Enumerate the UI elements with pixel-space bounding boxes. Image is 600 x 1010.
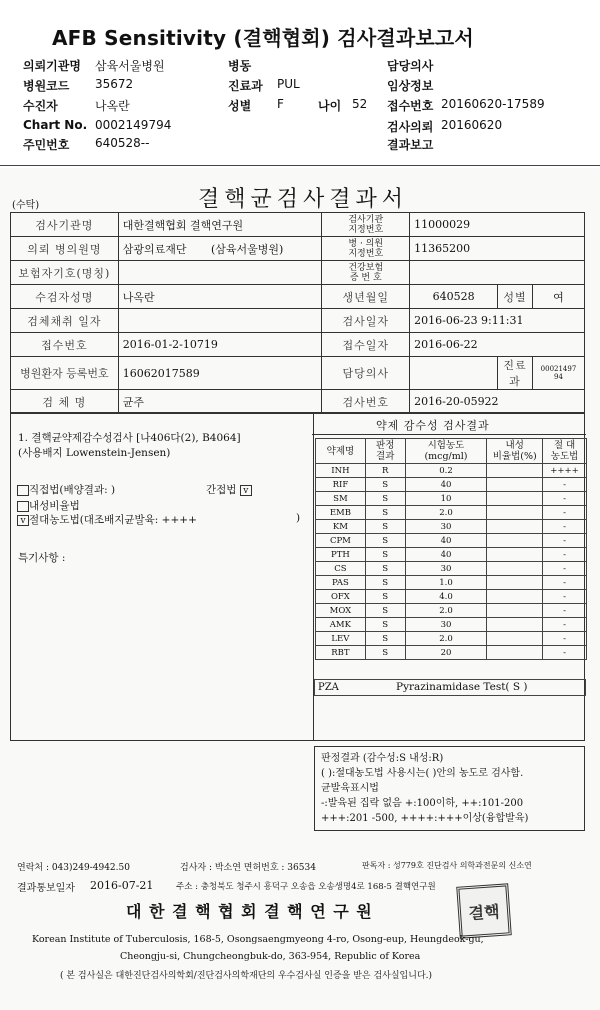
- requester-code-label: 병 · 의원 지정번호: [322, 237, 410, 261]
- judgement-legend: [314, 746, 585, 831]
- absolute-method: [17, 512, 197, 527]
- drug-ratio: [487, 576, 543, 590]
- pza-value: Pyrazinamidase Test( S ): [396, 681, 528, 693]
- drug-name: LEV: [316, 632, 366, 646]
- requester-code-value: 11365200: [410, 237, 585, 261]
- lab-code-label: 검사기관 지정번호: [322, 213, 410, 237]
- accession-label: 접수번호: [387, 99, 434, 113]
- accept-date-value: 2016-06-22: [410, 333, 585, 357]
- report-date: 2016-07-21: [90, 879, 154, 892]
- drug-ratio: [487, 464, 543, 478]
- resident-no-label: 주민번호: [23, 138, 70, 152]
- drug-header-name: 약제명: [316, 439, 366, 464]
- test-no-label: 검사번호: [322, 390, 410, 414]
- header-divider: [0, 165, 600, 166]
- specimen-label: 검 체 명: [11, 390, 119, 414]
- report-title: AFB Sensitivity (결핵협회) 검사결과보고서: [52, 26, 474, 50]
- drug-header-row: [316, 439, 587, 464]
- drug-result: S: [365, 534, 405, 548]
- drug-result: S: [365, 576, 405, 590]
- drug-conc: 2.0: [405, 506, 487, 520]
- test-date-label: 검사일자: [322, 309, 410, 333]
- pza-label: PZA: [318, 682, 339, 693]
- direct-method-label: 직접법(배양결과: ): [29, 484, 116, 496]
- accept-date-label: 접수일자: [322, 333, 410, 357]
- drug-absolute: -: [543, 576, 587, 590]
- drug-conc: 2.0: [405, 632, 487, 646]
- requester-label: 의뢰 병의원명: [11, 237, 119, 261]
- examinee-label: 수검자성명: [11, 285, 119, 309]
- ratio-method-label: 내성비율법: [29, 500, 80, 512]
- lab-label: 검사기관명: [11, 213, 119, 237]
- drug-name: RBT: [316, 646, 366, 660]
- drug-absolute: -: [543, 562, 587, 576]
- judge-line-3: 균발육표시법: [321, 783, 379, 794]
- report-header: [0, 0, 600, 168]
- drug-result: S: [365, 618, 405, 632]
- direct-method: [17, 482, 115, 497]
- org-name: 대 한 결 핵 협 회 결 핵 연 구 원: [126, 902, 373, 921]
- drug-row: [316, 562, 587, 576]
- indirect-method-label: 간접법: [206, 484, 237, 496]
- scan-dept-value: 00021497 94: [532, 357, 584, 390]
- method-line-2: (사용배지 Lowenstein-Jensen): [18, 447, 171, 459]
- drug-row: [316, 464, 587, 478]
- drug-ratio: [487, 548, 543, 562]
- insurer-value: [118, 261, 322, 285]
- drug-row: [316, 604, 587, 618]
- accept-no-value: 2016-01-2-10719: [118, 333, 322, 357]
- test-no-value: 2016-20-05922: [410, 390, 585, 414]
- drug-name: CS: [316, 562, 366, 576]
- scan-dept-label: 진료과: [498, 357, 533, 390]
- indirect-checkbox: v: [240, 485, 252, 496]
- request-date-value: 20160620: [441, 118, 503, 132]
- scan-doctor-label: 담당의사: [322, 357, 410, 390]
- drug-conc: 40: [405, 548, 487, 562]
- drug-ratio: [487, 534, 543, 548]
- drug-conc: 30: [405, 562, 487, 576]
- ward-label: 병동: [228, 59, 252, 73]
- drug-result: S: [365, 506, 405, 520]
- drug-absolute: -: [543, 590, 587, 604]
- lab-value: 대한결핵협회 결핵연구원: [118, 213, 322, 237]
- test-date-value: 2016-06-23 9:11:31: [410, 309, 585, 333]
- requester-value: 삼광의료재단: [122, 242, 187, 256]
- drug-name: AMK: [316, 618, 366, 632]
- drug-ratio: [487, 604, 543, 618]
- report-date-label: 결과통보일자: [17, 883, 75, 894]
- drug-name: KM: [316, 520, 366, 534]
- drug-row: [316, 590, 587, 604]
- drug-header-absolute: 절 대 농도법: [543, 439, 587, 464]
- drug-conc: 40: [405, 478, 487, 492]
- drug-result: S: [365, 646, 405, 660]
- patient-info-table: [10, 212, 585, 414]
- address-en-2: Cheongju-si, Chungcheongbuk-do, 363-954, Republic of Korea: [120, 951, 421, 962]
- drug-ratio: [487, 646, 543, 660]
- drug-ratio: [487, 562, 543, 576]
- drug-conc: 4.0: [405, 590, 487, 604]
- drug-row: [316, 548, 587, 562]
- drug-name: EMB: [316, 506, 366, 520]
- accession-value: 20160620-17589: [441, 97, 545, 111]
- drug-row: [316, 492, 587, 506]
- dept-label: 진료과: [228, 79, 263, 93]
- drug-ratio: [487, 506, 543, 520]
- drug-table-title: 약제 감수성 검사결과: [376, 419, 490, 432]
- patient-value: 나옥란: [95, 99, 130, 113]
- dob-value: 640528: [410, 285, 498, 309]
- drug-name: OFX: [316, 590, 366, 604]
- drug-ratio: [487, 632, 543, 646]
- insurer-label: 보험자기호(명칭): [11, 261, 119, 285]
- drug-ratio: [487, 618, 543, 632]
- drug-conc: 2.0: [405, 604, 487, 618]
- contact: 연락처 : 043)249-4942.50: [17, 863, 130, 873]
- drug-row: [316, 506, 587, 520]
- scan-doctor-value: [410, 357, 498, 390]
- method-line-1: 1. 결핵균약제감수성검사 [나406다(2), B4064]: [18, 432, 241, 444]
- drug-name: PAS: [316, 576, 366, 590]
- drug-ratio: [487, 590, 543, 604]
- scan-sex-label: 성별: [498, 285, 533, 309]
- org-seal: [456, 883, 512, 939]
- age-value: 52: [352, 97, 368, 111]
- sex-label: 성별: [228, 99, 252, 113]
- drug-absolute: -: [543, 520, 587, 534]
- sex-value: F: [277, 97, 284, 111]
- drug-absolute: -: [543, 534, 587, 548]
- drug-header-conc: 시험농도 (mcg/ml): [405, 439, 487, 464]
- chart-no-label: Chart No.: [23, 118, 88, 132]
- judge-line-2: ( ):절대농도법 사용시는( )안의 농도로 검사함.: [321, 768, 524, 779]
- doctor-label: 담당의사: [387, 59, 434, 73]
- drug-absolute: -: [543, 492, 587, 506]
- judge-line-4: -:발육된 집락 없음 +:100이하, ++:101-200: [321, 798, 524, 809]
- age-label: 나이: [318, 99, 342, 113]
- accept-no-label: 접수번호: [11, 333, 119, 357]
- drug-name: RIF: [316, 478, 366, 492]
- resident-no-value: 640528--: [95, 136, 150, 150]
- drug-result: S: [365, 604, 405, 618]
- certification: ( 본 검사실은 대한진단검사의학회/진단검사의학재단의 우수검사실 인증을 받은 검사실입니다.): [60, 971, 433, 981]
- drug-header-result: 판정 결과: [365, 439, 405, 464]
- dept-value: PUL: [277, 77, 300, 91]
- drug-result: S: [365, 478, 405, 492]
- scan-sex-value: 여: [532, 285, 584, 309]
- drug-conc: 30: [405, 520, 487, 534]
- drug-name: MOX: [316, 604, 366, 618]
- drug-absolute: -: [543, 548, 587, 562]
- indirect-method: [206, 482, 252, 497]
- drug-row: [316, 646, 587, 660]
- registration-value: 16062017589: [118, 357, 322, 390]
- drug-row: [316, 534, 587, 548]
- drug-conc: 0.2: [405, 464, 487, 478]
- absolute-checkbox: v: [17, 515, 29, 526]
- drug-ratio: [487, 478, 543, 492]
- drug-name: INH: [316, 464, 366, 478]
- hospital-code-label: 병원코드: [23, 79, 70, 93]
- drug-result: S: [365, 590, 405, 604]
- specimen-value: 균주: [118, 390, 322, 414]
- dob-label: 생년월일: [322, 285, 410, 309]
- insurance-no-label: 건강보험 증 번 호: [322, 261, 410, 285]
- requester-cell: [118, 237, 322, 261]
- drug-absolute: -: [543, 506, 587, 520]
- drug-row: [316, 618, 587, 632]
- requester-branch: (삼육서울병원): [210, 242, 284, 256]
- ratio-method: [17, 498, 80, 513]
- drug-absolute: ++++: [543, 464, 587, 478]
- drug-name: SM: [316, 492, 366, 506]
- drug-absolute: -: [543, 632, 587, 646]
- address-en-1: Korean Institute of Tuberculosis, 168-5, Osongsaengmyeong 4-ro, Osong-eup, Heungdeok-gu,: [32, 934, 484, 945]
- org-seal-text: 결핵: [467, 901, 501, 923]
- insurance-no-value: [410, 261, 585, 285]
- patient-label: 수진자: [23, 99, 58, 113]
- hospital-code-value: 35672: [95, 77, 134, 91]
- drug-result: S: [365, 492, 405, 506]
- institution-label: 의뢰기관명: [23, 59, 81, 73]
- request-date-label: 검사의뢰: [387, 120, 434, 134]
- drug-row: [316, 520, 587, 534]
- consignment-tag: (수탁): [12, 200, 40, 211]
- lab-code-value: 11000029: [410, 213, 585, 237]
- drug-row: [316, 576, 587, 590]
- absolute-method-label: 절대농도법(대조배지균발육: ++++: [29, 514, 197, 526]
- drug-header-ratio: 내성 비율법(%): [487, 439, 543, 464]
- drug-conc: 10: [405, 492, 487, 506]
- drug-conc: 40: [405, 534, 487, 548]
- drug-ratio: [487, 492, 543, 506]
- drug-absolute: -: [543, 478, 587, 492]
- drug-name: PTH: [316, 548, 366, 562]
- drug-result: S: [365, 562, 405, 576]
- chart-no-value: 0002149794: [95, 118, 172, 132]
- drug-absolute: -: [543, 604, 587, 618]
- clinical-info-label: 임상정보: [387, 79, 434, 93]
- address: 주소 : 충청북도 청주시 흥덕구 오송읍 오송생명4로 168-5 결핵연구원: [176, 882, 436, 892]
- collect-date-value: [118, 309, 322, 333]
- drug-result: S: [365, 520, 405, 534]
- institution-value: 삼육서울병원: [95, 59, 165, 73]
- drug-title-divider: [312, 434, 586, 435]
- result-report-label: 결과보고: [387, 138, 434, 152]
- registration-label: 병원환자 등록번호: [11, 357, 119, 390]
- drug-row: [316, 632, 587, 646]
- drug-conc: 30: [405, 618, 487, 632]
- absolute-close: ): [296, 512, 301, 524]
- drug-result: S: [365, 632, 405, 646]
- remarks-label: 특기사항 :: [18, 552, 66, 564]
- scanned-report: [0, 168, 600, 1010]
- judge-line-5: +++:201 -500, ++++:+++이상(융합발육): [321, 813, 529, 824]
- drug-conc: 1.0: [405, 576, 487, 590]
- tester: 검사자 : 박소연 면허번호 : 36534: [180, 863, 316, 873]
- pza-row: [314, 679, 586, 696]
- drug-ratio: [487, 520, 543, 534]
- examinee-value: 나옥란: [118, 285, 322, 309]
- drug-name: CPM: [316, 534, 366, 548]
- drug-absolute: -: [543, 618, 587, 632]
- drug-result: S: [365, 548, 405, 562]
- ratio-checkbox: [17, 501, 29, 512]
- drug-absolute: -: [543, 646, 587, 660]
- judge-line-1: 판정결과 (감수성:S 내성:R): [321, 753, 444, 764]
- drug-result: R: [365, 464, 405, 478]
- collect-date-label: 검체채취 일자: [11, 309, 119, 333]
- drug-conc: 20: [405, 646, 487, 660]
- scan-title: 결핵균검사결과서: [198, 187, 409, 212]
- direct-checkbox: [17, 485, 29, 496]
- approver: 판독자 : 성779호 진단검사 의학과전문의 신소연: [362, 861, 532, 870]
- drug-table: [315, 438, 587, 660]
- drug-row: [316, 478, 587, 492]
